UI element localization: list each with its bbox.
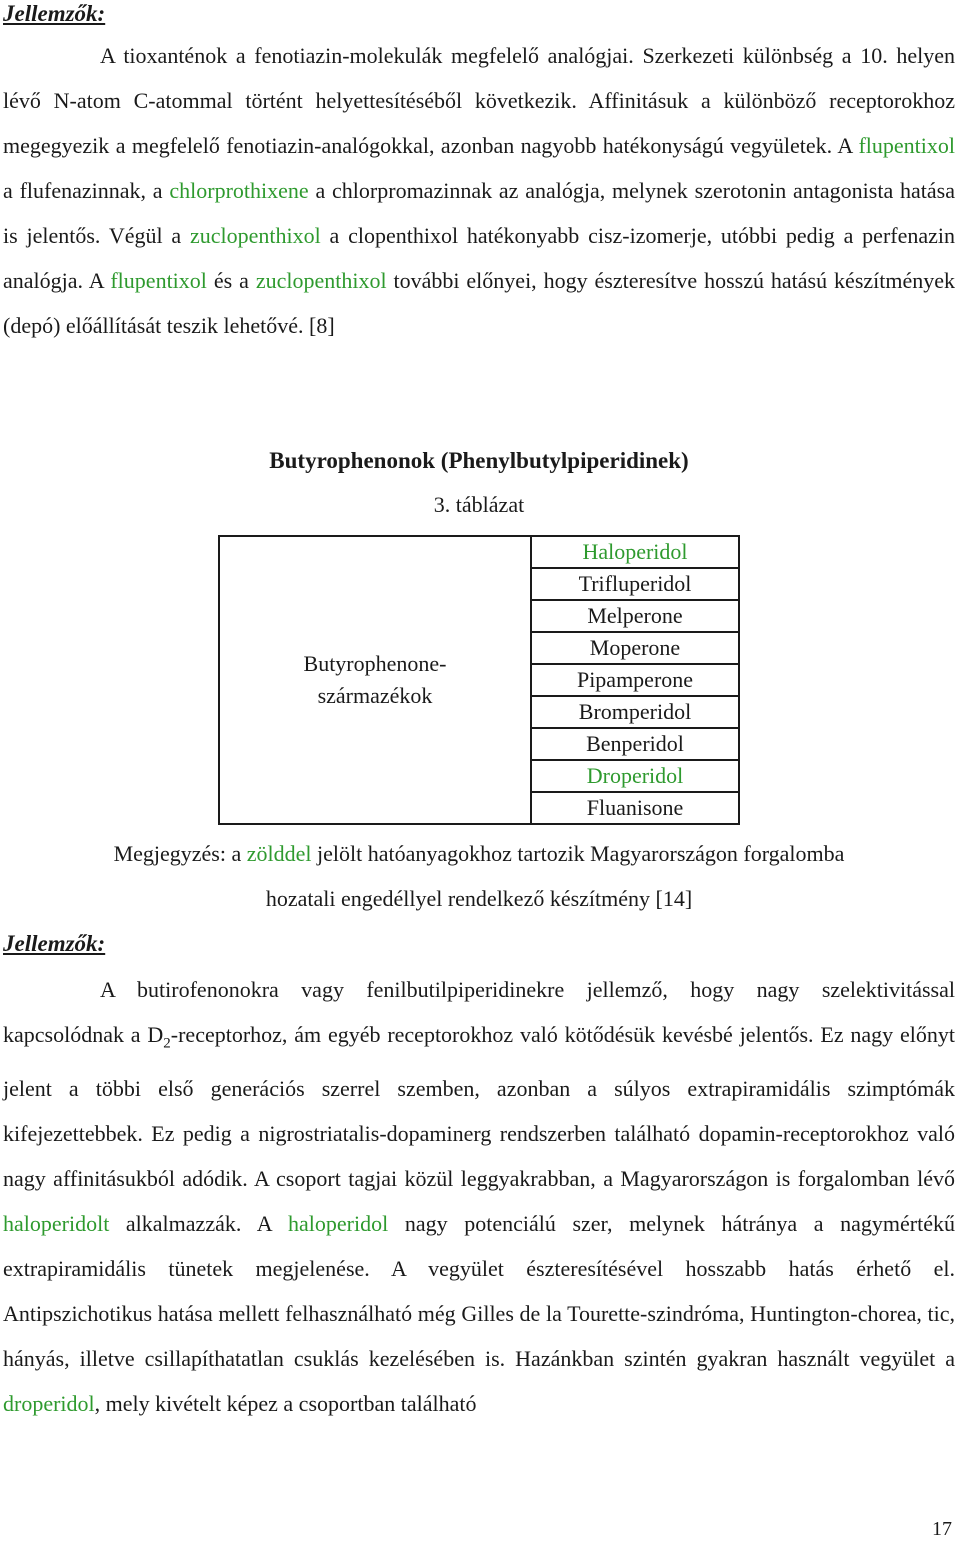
subscript-2: 2 xyxy=(163,1035,171,1052)
drug-chlorprothixene: chlorprothixene xyxy=(169,178,309,203)
group-label-line1: Butyrophenone- xyxy=(303,651,447,676)
drug-cell-fluanisone: Fluanisone xyxy=(531,792,739,824)
text-run: a chlorpromazinnak az analógja, melynek szerotonin antagonista hatása is jelentős. Végül a xyxy=(3,178,955,248)
drug-cell-haloperidol: Haloperidol xyxy=(531,536,739,568)
drug-cell-moperone: Moperone xyxy=(531,632,739,664)
drug-flupentixol: flupentixol xyxy=(858,133,955,158)
drug-cell-trifluperidol: Trifluperidol xyxy=(531,568,739,600)
drug-flupentixol-2: flupentixol xyxy=(110,268,207,293)
text-run: A tioxanténok a fenotiazin-molekulák megfelelő analógjai. Szerkezeti különbség a 10. helyen lévő N-atom C-atommal történt helyettesítéséből következik. Affinitásuk a különböző receptorokhoz megegyezik a megfelelő fenotiazin-analógokkal, azonban nagyobb hatékonyságú vegyületek. A xyxy=(3,43,955,158)
drug-cell-droperidol: Droperidol xyxy=(531,760,739,792)
page-number: 17 xyxy=(932,1518,952,1540)
text-run: jelölt hatóanyagokhoz tartozik Magyarországon forgalomba xyxy=(311,841,845,866)
table-note-line1 xyxy=(3,839,955,869)
text-run: alkalmazzák. A xyxy=(109,1211,289,1237)
butyrophenone-table xyxy=(218,535,740,825)
note-green-word: zölddel xyxy=(246,841,312,866)
text-run: további előnyei, hogy észteresítve hosszú hatású készítmények (depó) előállítását teszik lehetővé. [8] xyxy=(3,268,956,338)
paragraph-butyrophenones xyxy=(3,967,955,1426)
drug-zuclopenthixol: zuclopenthixol xyxy=(189,223,321,248)
drug-cell-pipamperone: Pipamperone xyxy=(531,664,739,696)
table-caption: 3. táblázat xyxy=(433,492,525,517)
text-run: a flufenazinnak, a xyxy=(3,178,170,203)
paragraph-thioxanthenes xyxy=(3,33,955,348)
group-cell xyxy=(219,536,531,824)
text-run: nagy potenciálú szer, melynek hátránya a nagymértékű extrapiramidális tünetek megjelenése. A vegyület észteresítésével hosszabb hatás érhető el. Antipszichotikus hatása mellett felhasználható még Gilles de la Tourette-szindróma, Huntington-chorea, tic, hányás, illetve csillapíthatatlan csuklás kezelésében is. Hazánkban szintén gyakran használt vegyület a xyxy=(3,1211,956,1372)
text-run: és a xyxy=(206,268,256,293)
drug-droperidol: droperidol xyxy=(3,1391,95,1417)
table-title: Butyrophenonok (Phenylbutylpiperidinek) xyxy=(269,448,689,473)
text-run: Megjegyzés: a xyxy=(113,841,247,866)
section-heading-2: Jellemzők: xyxy=(3,931,106,956)
table-row xyxy=(219,536,739,568)
drug-cell-benperidol: Benperidol xyxy=(531,728,739,760)
drug-cell-melperone: Melperone xyxy=(531,600,739,632)
table-note-line2: hozatali engedéllyel rendelkező készítmény [14] xyxy=(265,886,693,911)
group-label-line2: származékok xyxy=(317,683,433,708)
drug-haloperidol: haloperidol xyxy=(288,1211,389,1237)
drug-haloperidolt: haloperidolt xyxy=(3,1211,110,1237)
text-run: , mely kivételt képez a csoportban található xyxy=(94,1391,477,1417)
text-run: a clopenthixol hatékonyabb cisz-izomerje, utóbbi pedig a perfenazin analógja. A xyxy=(3,223,956,293)
drug-zuclopenthixol-2: zuclopenthixol xyxy=(255,268,387,293)
drug-cell-bromperidol: Bromperidol xyxy=(531,696,739,728)
section-heading-1: Jellemzők: xyxy=(3,1,106,26)
text-run: -receptorhoz, ám egyéb receptorokhoz való kötődésük kevésbé jelentős. Ez nagy előnyt jelent a többi első generációs szerrel szemben, azonban a súlyos extrapiramidális szimptómák kifejezettebbek. Ez pedig a nigrostriatalis-dopaminerg rendszerben található dopamin-receptorokhoz való nagy affinitásukból adódik. A csoport tagjai közül leggyakrabban, a Magyarországon is forgalomban lévő xyxy=(3,1022,955,1192)
text-run: A butirofenonokra vagy fenilbutilpiperidinekre jellemző, hogy nagy szelektivitással kapcsolódnak a D xyxy=(3,977,955,1047)
